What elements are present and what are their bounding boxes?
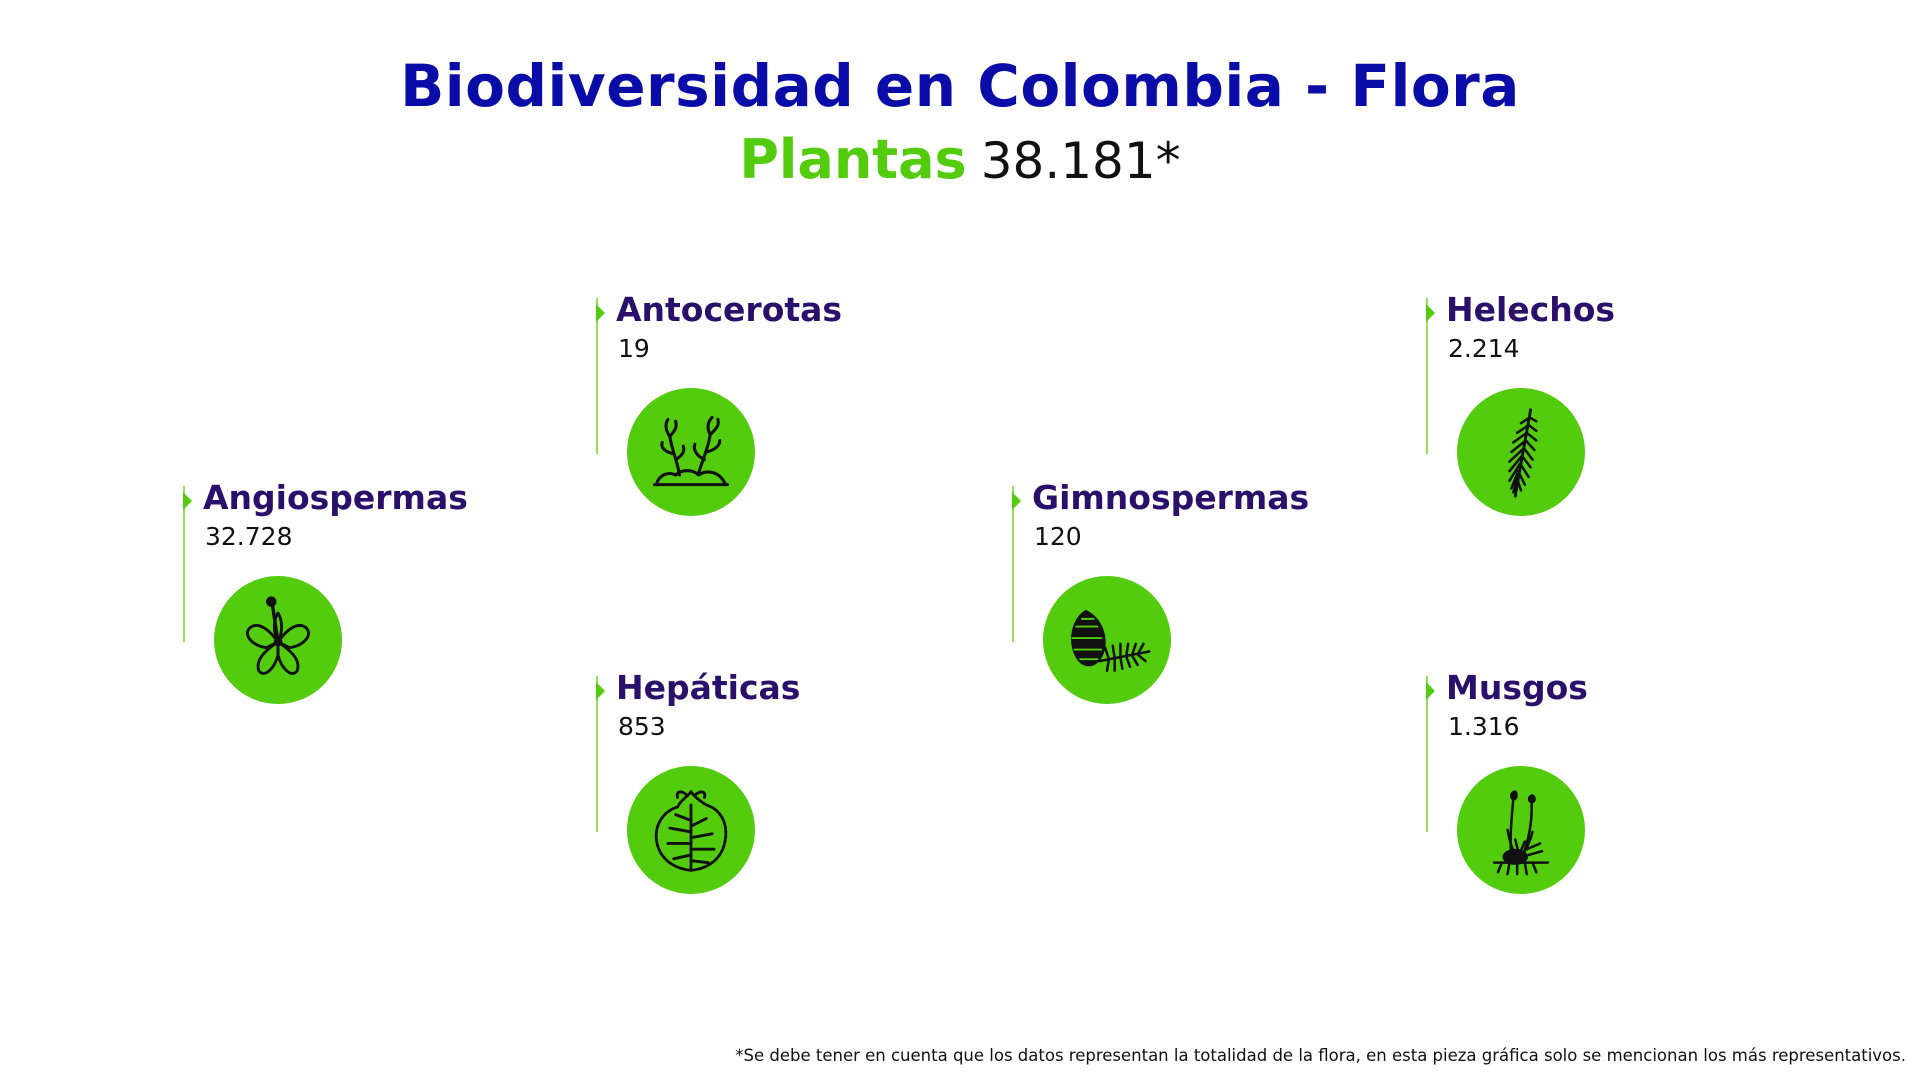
liverwort-icon (627, 766, 755, 894)
category-count: 853 (618, 712, 666, 741)
arrow-marker-icon (1426, 682, 1435, 700)
category-count: 1.316 (1448, 712, 1520, 741)
arrow-marker-icon (596, 682, 605, 700)
category-name: Musgos (1446, 668, 1588, 707)
footnote: *Se debe tener en cuenta que los datos representan la totalidad de la flora, en esta pieza gráfica solo se mencionan los más representativos. (735, 1046, 1906, 1065)
arrow-marker-icon (1426, 304, 1435, 322)
hornwort-icon (627, 388, 755, 516)
fern-frond-icon (1457, 388, 1585, 516)
moss-icon (1457, 766, 1585, 894)
arrow-marker-icon (183, 492, 192, 510)
subtitle-total: 38.181* (980, 132, 1181, 190)
category-name: Antocerotas (616, 290, 843, 329)
category-name: Angiospermas (203, 478, 468, 517)
category-count: 32.728 (205, 522, 293, 551)
arrow-marker-icon (596, 304, 605, 322)
category-name: Hepáticas (616, 668, 801, 707)
category-name: Gimnospermas (1032, 478, 1310, 517)
hibiscus-flower-icon (214, 576, 342, 704)
page-subtitle (0, 128, 1920, 191)
page-title: Biodiversidad en Colombia - Flora (400, 52, 1520, 120)
arrow-marker-icon (1012, 492, 1021, 510)
pine-cone-icon (1043, 576, 1171, 704)
category-count: 120 (1034, 522, 1082, 551)
category-count: 19 (618, 334, 650, 363)
category-count: 2.214 (1448, 334, 1520, 363)
subtitle-label: Plantas (739, 128, 967, 191)
category-name: Helechos (1446, 290, 1616, 329)
